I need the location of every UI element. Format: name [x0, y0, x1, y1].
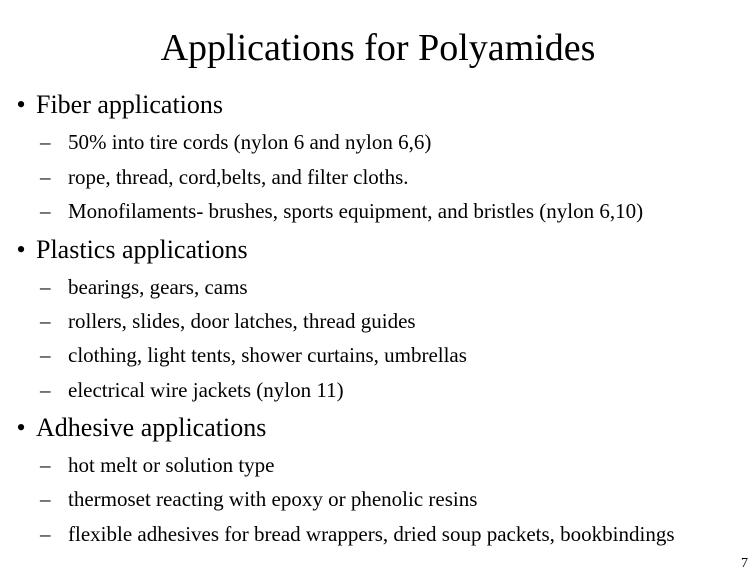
list-item-text: clothing, light tents, shower curtains, umbrellas [68, 343, 467, 367]
dash-icon: – [40, 165, 51, 189]
section-heading-label: Adhesive applications [36, 413, 267, 442]
list-item [40, 198, 643, 224]
list-item-text: bearings, gears, cams [68, 275, 248, 299]
dash-icon: – [40, 309, 51, 333]
section-heading-plastics [6, 234, 248, 266]
slide-title: Applications for Polyamides [160, 27, 596, 69]
section-heading-label: Plastics applications [36, 235, 248, 264]
list-item-text: rollers, slides, door latches, thread guides [68, 309, 416, 333]
list-item [40, 521, 675, 547]
list-item-text: flexible adhesives for bread wrappers, dried soup packets, bookbindings [68, 522, 675, 546]
bullet-icon: • [16, 413, 26, 442]
page-number: 7 [741, 556, 748, 571]
dash-icon: – [40, 343, 51, 367]
dash-icon: – [40, 453, 51, 477]
dash-icon: – [40, 275, 51, 299]
list-item-text: thermoset reacting with epoxy or phenolic resins [68, 487, 478, 511]
section-heading-adhesive [6, 412, 266, 444]
list-item [40, 377, 344, 403]
list-item-text: rope, thread, cord,belts, and filter cloths. [68, 165, 409, 189]
dash-icon: – [40, 199, 51, 223]
list-item-text: hot melt or solution type [68, 453, 275, 477]
bullet-icon: • [16, 90, 26, 119]
bullet-icon: • [16, 235, 26, 264]
list-item [40, 452, 274, 478]
section-heading-label: Fiber applications [36, 90, 224, 119]
section-heading-fiber [6, 89, 223, 121]
list-item [40, 308, 416, 334]
list-item [40, 164, 409, 190]
list-item-text: electrical wire jackets (nylon 11) [68, 378, 344, 402]
dash-icon: – [40, 378, 51, 402]
list-item [40, 129, 431, 155]
list-item-text: Monofilaments- brushes, sports equipment, and bristles (nylon 6,10) [68, 199, 644, 223]
dash-icon: – [40, 130, 51, 154]
dash-icon: – [40, 522, 51, 546]
dash-icon: – [40, 487, 51, 511]
list-item [40, 274, 248, 300]
list-item-text: 50% into tire cords (nylon 6 and nylon 6,6) [68, 130, 432, 154]
list-item [40, 342, 467, 368]
list-item [40, 486, 477, 512]
